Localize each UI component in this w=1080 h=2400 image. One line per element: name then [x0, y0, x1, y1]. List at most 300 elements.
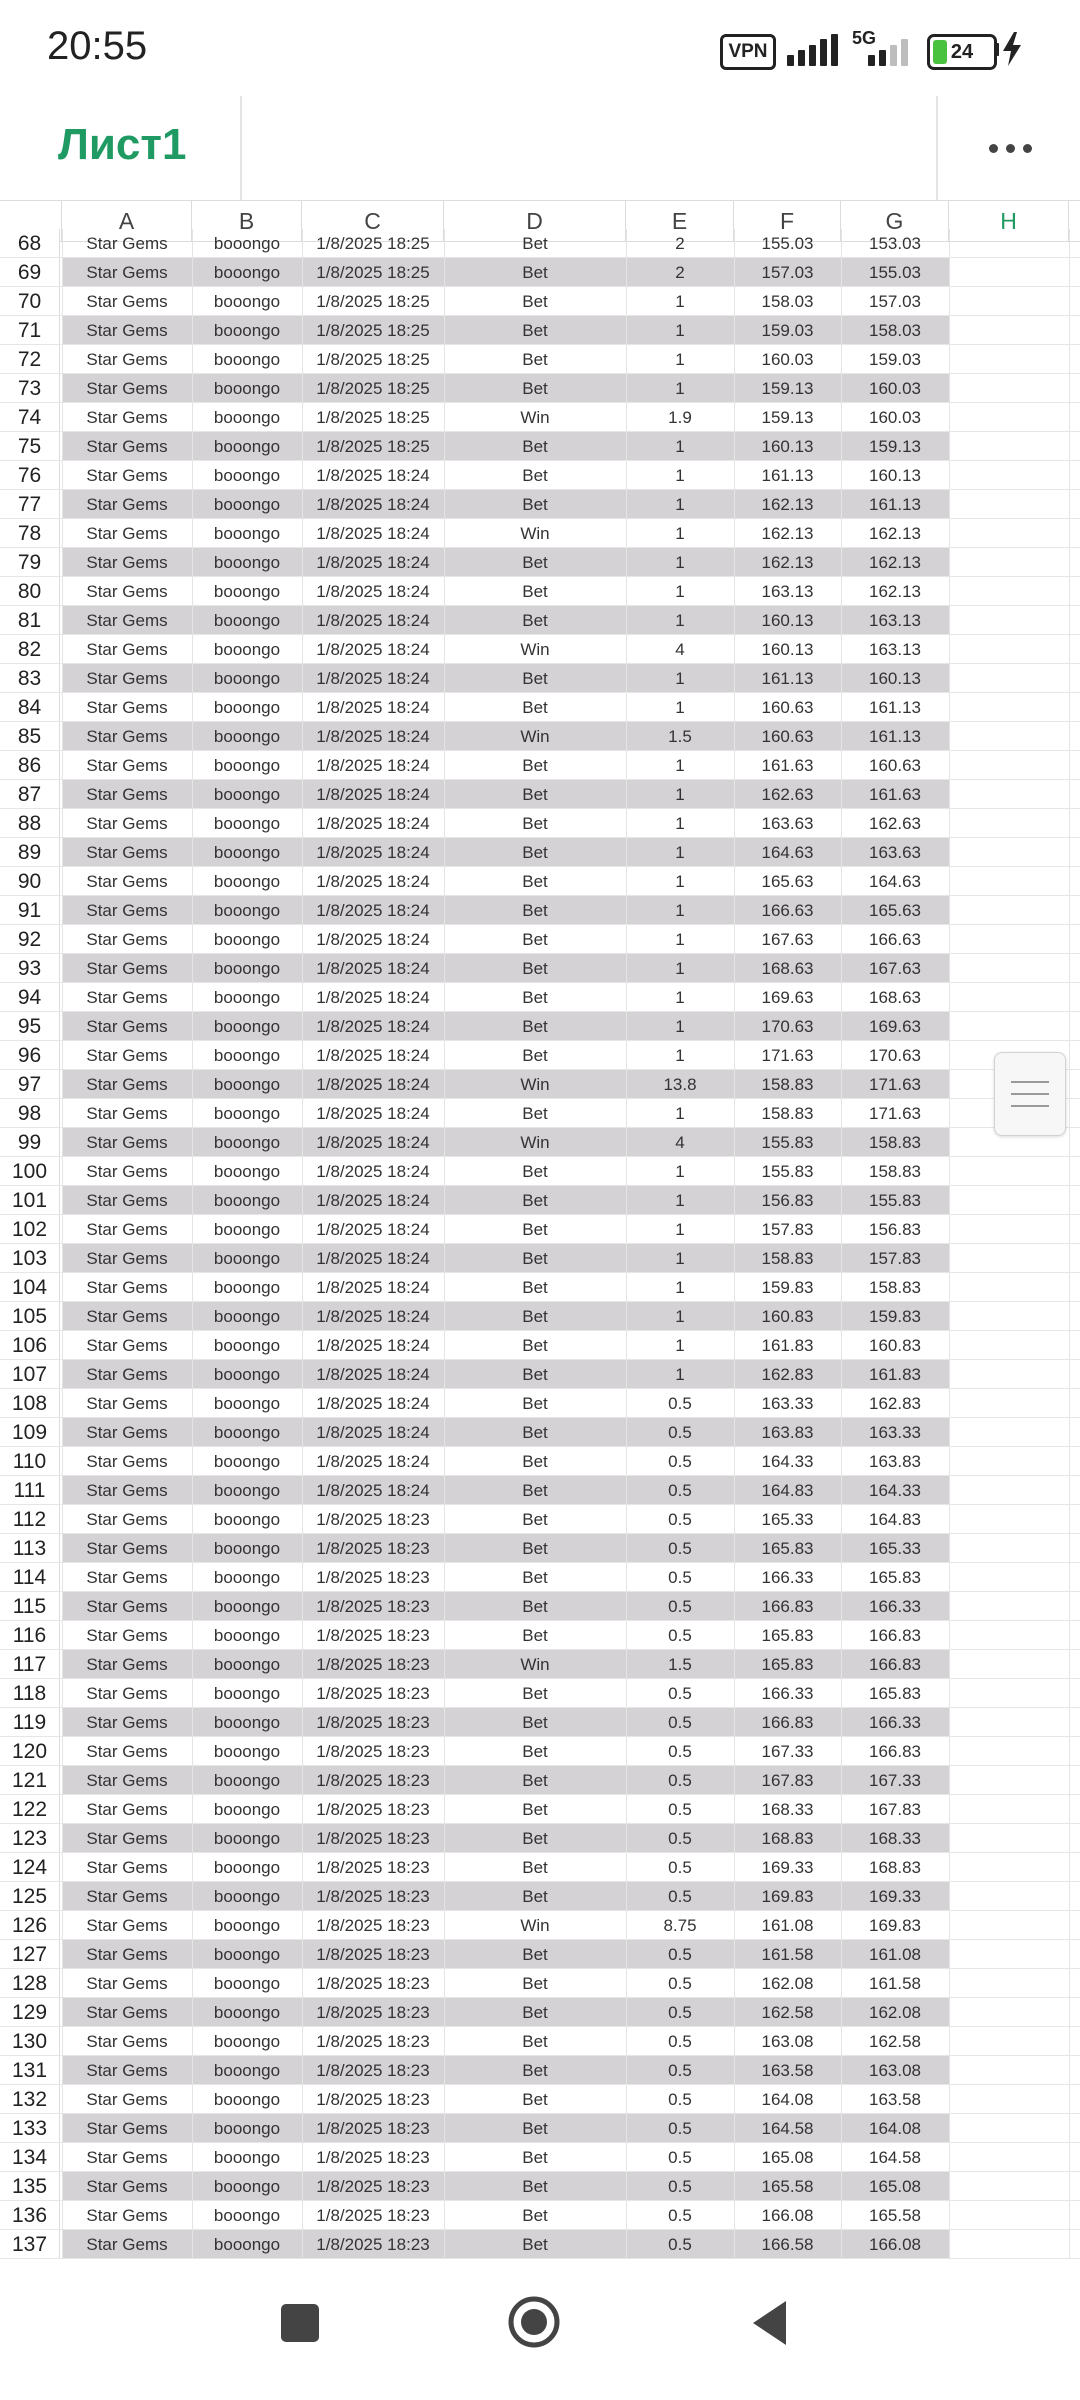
cell-b[interactable]: booongo	[213, 2119, 281, 2138]
table-row[interactable]	[0, 1099, 1080, 1128]
cell-g[interactable]: 161.08	[869, 1945, 921, 1964]
cell-d[interactable]: Bet	[522, 1742, 548, 1761]
cell-a[interactable]: Star Gems	[86, 1046, 168, 1065]
row-number[interactable]: 121	[0, 1766, 60, 1795]
cell-g[interactable]: 153.03	[869, 234, 921, 253]
cell-c[interactable]: 1/8/2025 18:25	[316, 234, 430, 253]
row-number[interactable]: 96	[0, 1041, 60, 1070]
cell-g[interactable]: 160.03	[869, 379, 921, 398]
cell-f[interactable]: 162.83	[761, 1365, 814, 1384]
cell-b[interactable]: booongo	[213, 1075, 281, 1094]
row-number[interactable]: 125	[0, 1882, 60, 1911]
cell-a[interactable]: Star Gems	[86, 756, 168, 775]
row-number[interactable]: 102	[0, 1215, 60, 1244]
table-row[interactable]	[0, 1418, 1080, 1447]
row-number[interactable]: 73	[0, 374, 60, 403]
cell-e[interactable]: 0.5	[668, 1713, 692, 1732]
cell-h[interactable]	[949, 548, 1069, 577]
table-row[interactable]	[0, 1215, 1080, 1244]
cell-d[interactable]: Bet	[522, 1336, 548, 1355]
cell-d[interactable]: Bet	[522, 1626, 548, 1645]
cell-e[interactable]: 4	[675, 640, 685, 659]
cell-b[interactable]: booongo	[213, 756, 281, 775]
cell-e[interactable]: 1	[675, 1017, 685, 1036]
cell-e[interactable]: 1	[675, 466, 685, 485]
cell-d[interactable]: Bet	[522, 988, 548, 1007]
row-number[interactable]: 128	[0, 1969, 60, 1998]
cell-g[interactable]: 163.08	[869, 2061, 921, 2080]
cell-h[interactable]	[949, 1012, 1069, 1041]
cell-c[interactable]: 1/8/2025 18:24	[316, 901, 430, 920]
cell-c[interactable]: 1/8/2025 18:23	[316, 1945, 430, 1964]
cell-b[interactable]: booongo	[213, 640, 281, 659]
cell-g[interactable]: 163.83	[869, 1452, 921, 1471]
cell-d[interactable]: Bet	[522, 1481, 548, 1500]
row-number[interactable]: 131	[0, 2056, 60, 2085]
cell-g[interactable]: 169.63	[869, 1017, 921, 1036]
cell-g[interactable]: 159.83	[869, 1307, 921, 1326]
row-number[interactable]: 120	[0, 1737, 60, 1766]
cell-c[interactable]: 1/8/2025 18:23	[316, 1713, 430, 1732]
cell-f[interactable]: 157.83	[761, 1220, 814, 1239]
table-row[interactable]	[0, 1969, 1080, 1998]
recents-square-icon[interactable]	[281, 2304, 319, 2342]
cell-a[interactable]: Star Gems	[86, 1365, 168, 1384]
cell-b[interactable]: booongo	[213, 1336, 281, 1355]
table-row[interactable]	[0, 925, 1080, 954]
table-row[interactable]	[0, 1737, 1080, 1766]
cell-a[interactable]: Star Gems	[86, 1945, 168, 1964]
cell-a[interactable]: Star Gems	[86, 1887, 168, 1906]
cell-d[interactable]: Bet	[522, 669, 548, 688]
table-row[interactable]	[0, 1563, 1080, 1592]
cell-e[interactable]: 0.5	[668, 1539, 692, 1558]
cell-b[interactable]: booongo	[213, 1626, 281, 1645]
table-row[interactable]	[0, 809, 1080, 838]
row-number[interactable]: 86	[0, 751, 60, 780]
cell-a[interactable]: Star Gems	[86, 553, 168, 572]
cell-g[interactable]: 156.83	[869, 1220, 921, 1239]
cell-a[interactable]: Star Gems	[86, 901, 168, 920]
cell-e[interactable]: 4	[675, 1133, 685, 1152]
cell-b[interactable]: booongo	[213, 1858, 281, 1877]
cell-f[interactable]: 162.08	[761, 1974, 814, 1993]
cell-b[interactable]: booongo	[213, 1800, 281, 1819]
cell-f[interactable]: 164.08	[761, 2090, 814, 2109]
cell-b[interactable]: booongo	[213, 2235, 281, 2254]
cell-f[interactable]: 164.63	[761, 843, 814, 862]
cell-e[interactable]: 0.5	[668, 2206, 692, 2225]
cell-e[interactable]: 0.5	[668, 2061, 692, 2080]
cell-f[interactable]: 163.83	[761, 1423, 814, 1442]
fast-scroll-handle[interactable]	[994, 1052, 1066, 1136]
table-row[interactable]	[0, 258, 1080, 287]
cell-f[interactable]: 160.63	[761, 727, 814, 746]
cell-c[interactable]: 1/8/2025 18:23	[316, 1829, 430, 1848]
cell-c[interactable]: 1/8/2025 18:24	[316, 1278, 430, 1297]
cell-g[interactable]: 159.03	[869, 350, 921, 369]
cell-g[interactable]: 161.13	[869, 698, 921, 717]
cell-e[interactable]: 0.5	[668, 1887, 692, 1906]
cell-c[interactable]: 1/8/2025 18:24	[316, 1191, 430, 1210]
cell-f[interactable]: 168.83	[761, 1829, 814, 1848]
cell-e[interactable]: 1	[675, 437, 685, 456]
table-row[interactable]	[0, 1302, 1080, 1331]
cell-b[interactable]: booongo	[213, 727, 281, 746]
table-row[interactable]	[0, 896, 1080, 925]
row-number[interactable]: 72	[0, 345, 60, 374]
cell-b[interactable]: booongo	[213, 234, 281, 253]
cell-h[interactable]	[949, 1505, 1069, 1534]
cell-a[interactable]: Star Gems	[86, 843, 168, 862]
cell-g[interactable]: 162.13	[869, 582, 921, 601]
cell-a[interactable]: Star Gems	[86, 640, 168, 659]
cell-a[interactable]: Star Gems	[86, 1800, 168, 1819]
cell-f[interactable]: 159.03	[761, 321, 814, 340]
cell-b[interactable]: booongo	[213, 350, 281, 369]
cell-e[interactable]: 0.5	[668, 1423, 692, 1442]
row-number[interactable]: 85	[0, 722, 60, 751]
cell-a[interactable]: Star Gems	[86, 1075, 168, 1094]
row-number[interactable]: 92	[0, 925, 60, 954]
cell-f[interactable]: 162.63	[761, 785, 814, 804]
cell-f[interactable]: 167.33	[761, 1742, 814, 1761]
cell-a[interactable]: Star Gems	[86, 1742, 168, 1761]
cell-e[interactable]: 0.5	[668, 1394, 692, 1413]
cell-h[interactable]	[949, 780, 1069, 809]
cell-b[interactable]: booongo	[213, 1249, 281, 1268]
cell-b[interactable]: booongo	[213, 466, 281, 485]
cell-f[interactable]: 161.13	[761, 466, 814, 485]
cell-e[interactable]: 1	[675, 756, 685, 775]
row-number[interactable]: 129	[0, 1998, 60, 2027]
cell-f[interactable]: 160.63	[761, 698, 814, 717]
cell-h[interactable]	[949, 1215, 1069, 1244]
cell-a[interactable]: Star Gems	[86, 1510, 168, 1529]
cell-h[interactable]	[949, 606, 1069, 635]
table-row[interactable]	[0, 1592, 1080, 1621]
cell-a[interactable]: Star Gems	[86, 988, 168, 1007]
cell-b[interactable]: booongo	[213, 988, 281, 1007]
cell-b[interactable]: booongo	[213, 1771, 281, 1790]
cell-c[interactable]: 1/8/2025 18:25	[316, 321, 430, 340]
cell-a[interactable]: Star Gems	[86, 2032, 168, 2051]
cell-g[interactable]: 160.13	[869, 466, 921, 485]
cell-h[interactable]	[949, 1940, 1069, 1969]
cell-h[interactable]	[949, 722, 1069, 751]
cell-f[interactable]: 167.83	[761, 1771, 814, 1790]
row-number[interactable]: 82	[0, 635, 60, 664]
cell-h[interactable]	[949, 2172, 1069, 2201]
cell-h[interactable]	[949, 1824, 1069, 1853]
cell-h[interactable]	[949, 490, 1069, 519]
cell-b[interactable]: booongo	[213, 959, 281, 978]
cell-f[interactable]: 159.83	[761, 1278, 814, 1297]
cell-d[interactable]: Bet	[522, 785, 548, 804]
cell-g[interactable]: 160.63	[869, 756, 921, 775]
cell-a[interactable]: Star Gems	[86, 1423, 168, 1442]
cell-e[interactable]: 0.5	[668, 2177, 692, 2196]
cell-a[interactable]: Star Gems	[86, 872, 168, 891]
cell-g[interactable]: 162.08	[869, 2003, 921, 2022]
table-row[interactable]	[0, 1621, 1080, 1650]
cell-f[interactable]: 160.83	[761, 1307, 814, 1326]
cell-c[interactable]: 1/8/2025 18:23	[316, 2148, 430, 2167]
cell-e[interactable]: 1	[675, 350, 685, 369]
cell-b[interactable]: booongo	[213, 1684, 281, 1703]
cell-b[interactable]: booongo	[213, 1278, 281, 1297]
cell-f[interactable]: 164.58	[761, 2119, 814, 2138]
cell-g[interactable]: 155.83	[869, 1191, 921, 1210]
cell-g[interactable]: 158.83	[869, 1278, 921, 1297]
cell-a[interactable]: Star Gems	[86, 1249, 168, 1268]
cell-a[interactable]: Star Gems	[86, 1452, 168, 1471]
cell-h[interactable]	[949, 867, 1069, 896]
cell-e[interactable]: 1	[675, 930, 685, 949]
row-number[interactable]: 87	[0, 780, 60, 809]
cell-e[interactable]: 1	[675, 698, 685, 717]
row-number[interactable]: 118	[0, 1679, 60, 1708]
cell-g[interactable]: 164.63	[869, 872, 921, 891]
cell-c[interactable]: 1/8/2025 18:24	[316, 1104, 430, 1123]
cell-b[interactable]: booongo	[213, 872, 281, 891]
cell-h[interactable]	[949, 1969, 1069, 1998]
cell-d[interactable]: Win	[520, 408, 550, 427]
cell-e[interactable]: 1	[675, 524, 685, 543]
cell-g[interactable]: 162.83	[869, 1394, 921, 1413]
cell-c[interactable]: 1/8/2025 18:24	[316, 1452, 430, 1471]
cell-d[interactable]: Bet	[522, 553, 548, 572]
cell-b[interactable]: booongo	[213, 1394, 281, 1413]
cell-e[interactable]: 13.8	[663, 1075, 697, 1094]
cell-h[interactable]	[949, 461, 1069, 490]
table-row[interactable]	[0, 2027, 1080, 2056]
cell-e[interactable]: 0.5	[668, 2119, 692, 2138]
cell-a[interactable]: Star Gems	[86, 1974, 168, 1993]
cell-d[interactable]: Bet	[522, 292, 548, 311]
cell-b[interactable]: booongo	[213, 1887, 281, 1906]
cell-c[interactable]: 1/8/2025 18:24	[316, 785, 430, 804]
cell-e[interactable]: 1	[675, 1162, 685, 1181]
cell-h[interactable]	[949, 896, 1069, 925]
cell-a[interactable]: Star Gems	[86, 698, 168, 717]
cell-d[interactable]: Bet	[522, 2177, 548, 2196]
cell-c[interactable]: 1/8/2025 18:23	[316, 1597, 430, 1616]
cell-h[interactable]	[949, 2114, 1069, 2143]
cell-c[interactable]: 1/8/2025 18:23	[316, 1539, 430, 1558]
cell-a[interactable]: Star Gems	[86, 2119, 168, 2138]
cell-h[interactable]	[949, 374, 1069, 403]
row-number[interactable]: 89	[0, 838, 60, 867]
table-row[interactable]	[0, 1708, 1080, 1737]
cell-d[interactable]: Win	[520, 1075, 550, 1094]
cell-b[interactable]: booongo	[213, 1365, 281, 1384]
cell-f[interactable]: 171.63	[761, 1046, 814, 1065]
cell-e[interactable]: 1	[675, 843, 685, 862]
table-row[interactable]	[0, 1650, 1080, 1679]
cell-f[interactable]: 165.83	[761, 1655, 814, 1674]
cell-b[interactable]: booongo	[213, 2206, 281, 2225]
cell-a[interactable]: Star Gems	[86, 1162, 168, 1181]
cell-h[interactable]	[949, 1244, 1069, 1273]
cell-e[interactable]: 1	[675, 872, 685, 891]
cell-f[interactable]: 162.13	[761, 524, 814, 543]
cell-h[interactable]	[949, 229, 1069, 258]
cell-b[interactable]: booongo	[213, 1220, 281, 1239]
cell-d[interactable]: Bet	[522, 350, 548, 369]
cell-g[interactable]: 168.63	[869, 988, 921, 1007]
cell-c[interactable]: 1/8/2025 18:23	[316, 1887, 430, 1906]
table-row[interactable]	[0, 345, 1080, 374]
cell-g[interactable]: 160.83	[869, 1336, 921, 1355]
cell-f[interactable]: 168.33	[761, 1800, 814, 1819]
cell-e[interactable]: 1	[675, 1278, 685, 1297]
cell-g[interactable]: 161.58	[869, 1974, 921, 1993]
cell-e[interactable]: 0.5	[668, 1510, 692, 1529]
row-number[interactable]: 94	[0, 983, 60, 1012]
cell-d[interactable]: Bet	[522, 1394, 548, 1413]
cell-e[interactable]: 1	[675, 379, 685, 398]
cell-f[interactable]: 161.58	[761, 1945, 814, 1964]
row-number[interactable]: 124	[0, 1853, 60, 1882]
cell-d[interactable]: Bet	[522, 1771, 548, 1790]
cell-e[interactable]: 1	[675, 901, 685, 920]
cell-c[interactable]: 1/8/2025 18:24	[316, 1162, 430, 1181]
cell-f[interactable]: 169.33	[761, 1858, 814, 1877]
cell-d[interactable]: Bet	[522, 901, 548, 920]
cell-e[interactable]: 0.5	[668, 2235, 692, 2254]
cell-d[interactable]: Win	[520, 640, 550, 659]
cell-d[interactable]: Win	[520, 1916, 550, 1935]
cell-h[interactable]	[949, 1621, 1069, 1650]
cell-d[interactable]: Bet	[522, 959, 548, 978]
row-number[interactable]: 80	[0, 577, 60, 606]
cell-d[interactable]: Bet	[522, 1365, 548, 1384]
cell-a[interactable]: Star Gems	[86, 1278, 168, 1297]
cell-c[interactable]: 1/8/2025 18:23	[316, 2003, 430, 2022]
cell-b[interactable]: booongo	[213, 1046, 281, 1065]
cell-e[interactable]: 0.5	[668, 1742, 692, 1761]
cell-f[interactable]: 163.13	[761, 582, 814, 601]
cell-f[interactable]: 155.83	[761, 1133, 814, 1152]
cell-e[interactable]: 0.5	[668, 1974, 692, 1993]
cell-d[interactable]: Bet	[522, 2206, 548, 2225]
cell-e[interactable]: 1.5	[668, 1655, 692, 1674]
cell-h[interactable]	[949, 2027, 1069, 2056]
cell-b[interactable]: booongo	[213, 1655, 281, 1674]
cell-a[interactable]: Star Gems	[86, 1655, 168, 1674]
cell-c[interactable]: 1/8/2025 18:24	[316, 988, 430, 1007]
table-row[interactable]	[0, 606, 1080, 635]
cell-e[interactable]: 0.5	[668, 1858, 692, 1877]
cell-a[interactable]: Star Gems	[86, 1539, 168, 1558]
cell-f[interactable]: 166.63	[761, 901, 814, 920]
cell-b[interactable]: booongo	[213, 611, 281, 630]
cell-b[interactable]: booongo	[213, 1104, 281, 1123]
row-number[interactable]: 77	[0, 490, 60, 519]
table-row[interactable]	[0, 954, 1080, 983]
cell-h[interactable]	[949, 1592, 1069, 1621]
cell-d[interactable]: Bet	[522, 611, 548, 630]
cell-a[interactable]: Star Gems	[86, 321, 168, 340]
cell-h[interactable]	[949, 577, 1069, 606]
cell-a[interactable]: Star Gems	[86, 1336, 168, 1355]
cell-g[interactable]: 165.83	[869, 1684, 921, 1703]
cell-g[interactable]: 158.83	[869, 1162, 921, 1181]
cell-d[interactable]: Bet	[522, 1945, 548, 1964]
cell-h[interactable]	[949, 1853, 1069, 1882]
cell-a[interactable]: Star Gems	[86, 2177, 168, 2196]
cell-f[interactable]: 158.83	[761, 1104, 814, 1123]
cell-a[interactable]: Star Gems	[86, 1191, 168, 1210]
cell-c[interactable]: 1/8/2025 18:23	[316, 1858, 430, 1877]
cell-a[interactable]: Star Gems	[86, 234, 168, 253]
row-number[interactable]: 108	[0, 1389, 60, 1418]
cell-f[interactable]: 165.63	[761, 872, 814, 891]
column-header-a[interactable]: A	[62, 201, 192, 241]
cell-c[interactable]: 1/8/2025 18:23	[316, 2206, 430, 2225]
cell-c[interactable]: 1/8/2025 18:24	[316, 872, 430, 891]
cell-d[interactable]: Bet	[522, 437, 548, 456]
cell-h[interactable]	[949, 1737, 1069, 1766]
cell-e[interactable]: 1	[675, 553, 685, 572]
cell-b[interactable]: booongo	[213, 437, 281, 456]
cell-d[interactable]: Bet	[522, 1887, 548, 1906]
cell-a[interactable]: Star Gems	[86, 2206, 168, 2225]
cell-d[interactable]: Bet	[522, 2090, 548, 2109]
cell-d[interactable]: Bet	[522, 1974, 548, 1993]
cell-e[interactable]: 0.5	[668, 1597, 692, 1616]
cell-a[interactable]: Star Gems	[86, 727, 168, 746]
row-number[interactable]: 126	[0, 1911, 60, 1940]
cell-b[interactable]: booongo	[213, 2177, 281, 2196]
row-number[interactable]: 71	[0, 316, 60, 345]
cell-h[interactable]	[949, 2201, 1069, 2230]
cell-b[interactable]: booongo	[213, 901, 281, 920]
cell-e[interactable]: 1	[675, 1046, 685, 1065]
row-number[interactable]: 127	[0, 1940, 60, 1969]
cell-f[interactable]: 166.83	[761, 1597, 814, 1616]
cell-g[interactable]: 166.33	[869, 1597, 921, 1616]
cell-h[interactable]	[949, 1998, 1069, 2027]
cell-d[interactable]: Bet	[522, 2119, 548, 2138]
row-number[interactable]: 78	[0, 519, 60, 548]
cell-f[interactable]: 155.83	[761, 1162, 814, 1181]
cell-g[interactable]: 170.63	[869, 1046, 921, 1065]
row-number[interactable]: 122	[0, 1795, 60, 1824]
cell-a[interactable]: Star Gems	[86, 959, 168, 978]
cell-c[interactable]: 1/8/2025 18:23	[316, 2090, 430, 2109]
cell-h[interactable]	[949, 1418, 1069, 1447]
cell-d[interactable]: Bet	[522, 2061, 548, 2080]
cell-e[interactable]: 0.5	[668, 1568, 692, 1587]
cell-c[interactable]: 1/8/2025 18:23	[316, 1684, 430, 1703]
cell-c[interactable]: 1/8/2025 18:24	[316, 843, 430, 862]
table-row[interactable]	[0, 1766, 1080, 1795]
spreadsheet-grid[interactable]	[0, 232, 1080, 2256]
table-row[interactable]	[0, 2172, 1080, 2201]
table-row[interactable]	[0, 1186, 1080, 1215]
row-number[interactable]: 69	[0, 258, 60, 287]
cell-d[interactable]: Bet	[522, 582, 548, 601]
cell-f[interactable]: 163.58	[761, 2061, 814, 2080]
cell-g[interactable]: 166.83	[869, 1655, 921, 1674]
cell-a[interactable]: Star Gems	[86, 1626, 168, 1645]
cell-d[interactable]: Bet	[522, 1510, 548, 1529]
cell-e[interactable]: 0.5	[668, 1452, 692, 1471]
row-number[interactable]: 76	[0, 461, 60, 490]
cell-g[interactable]: 161.13	[869, 727, 921, 746]
